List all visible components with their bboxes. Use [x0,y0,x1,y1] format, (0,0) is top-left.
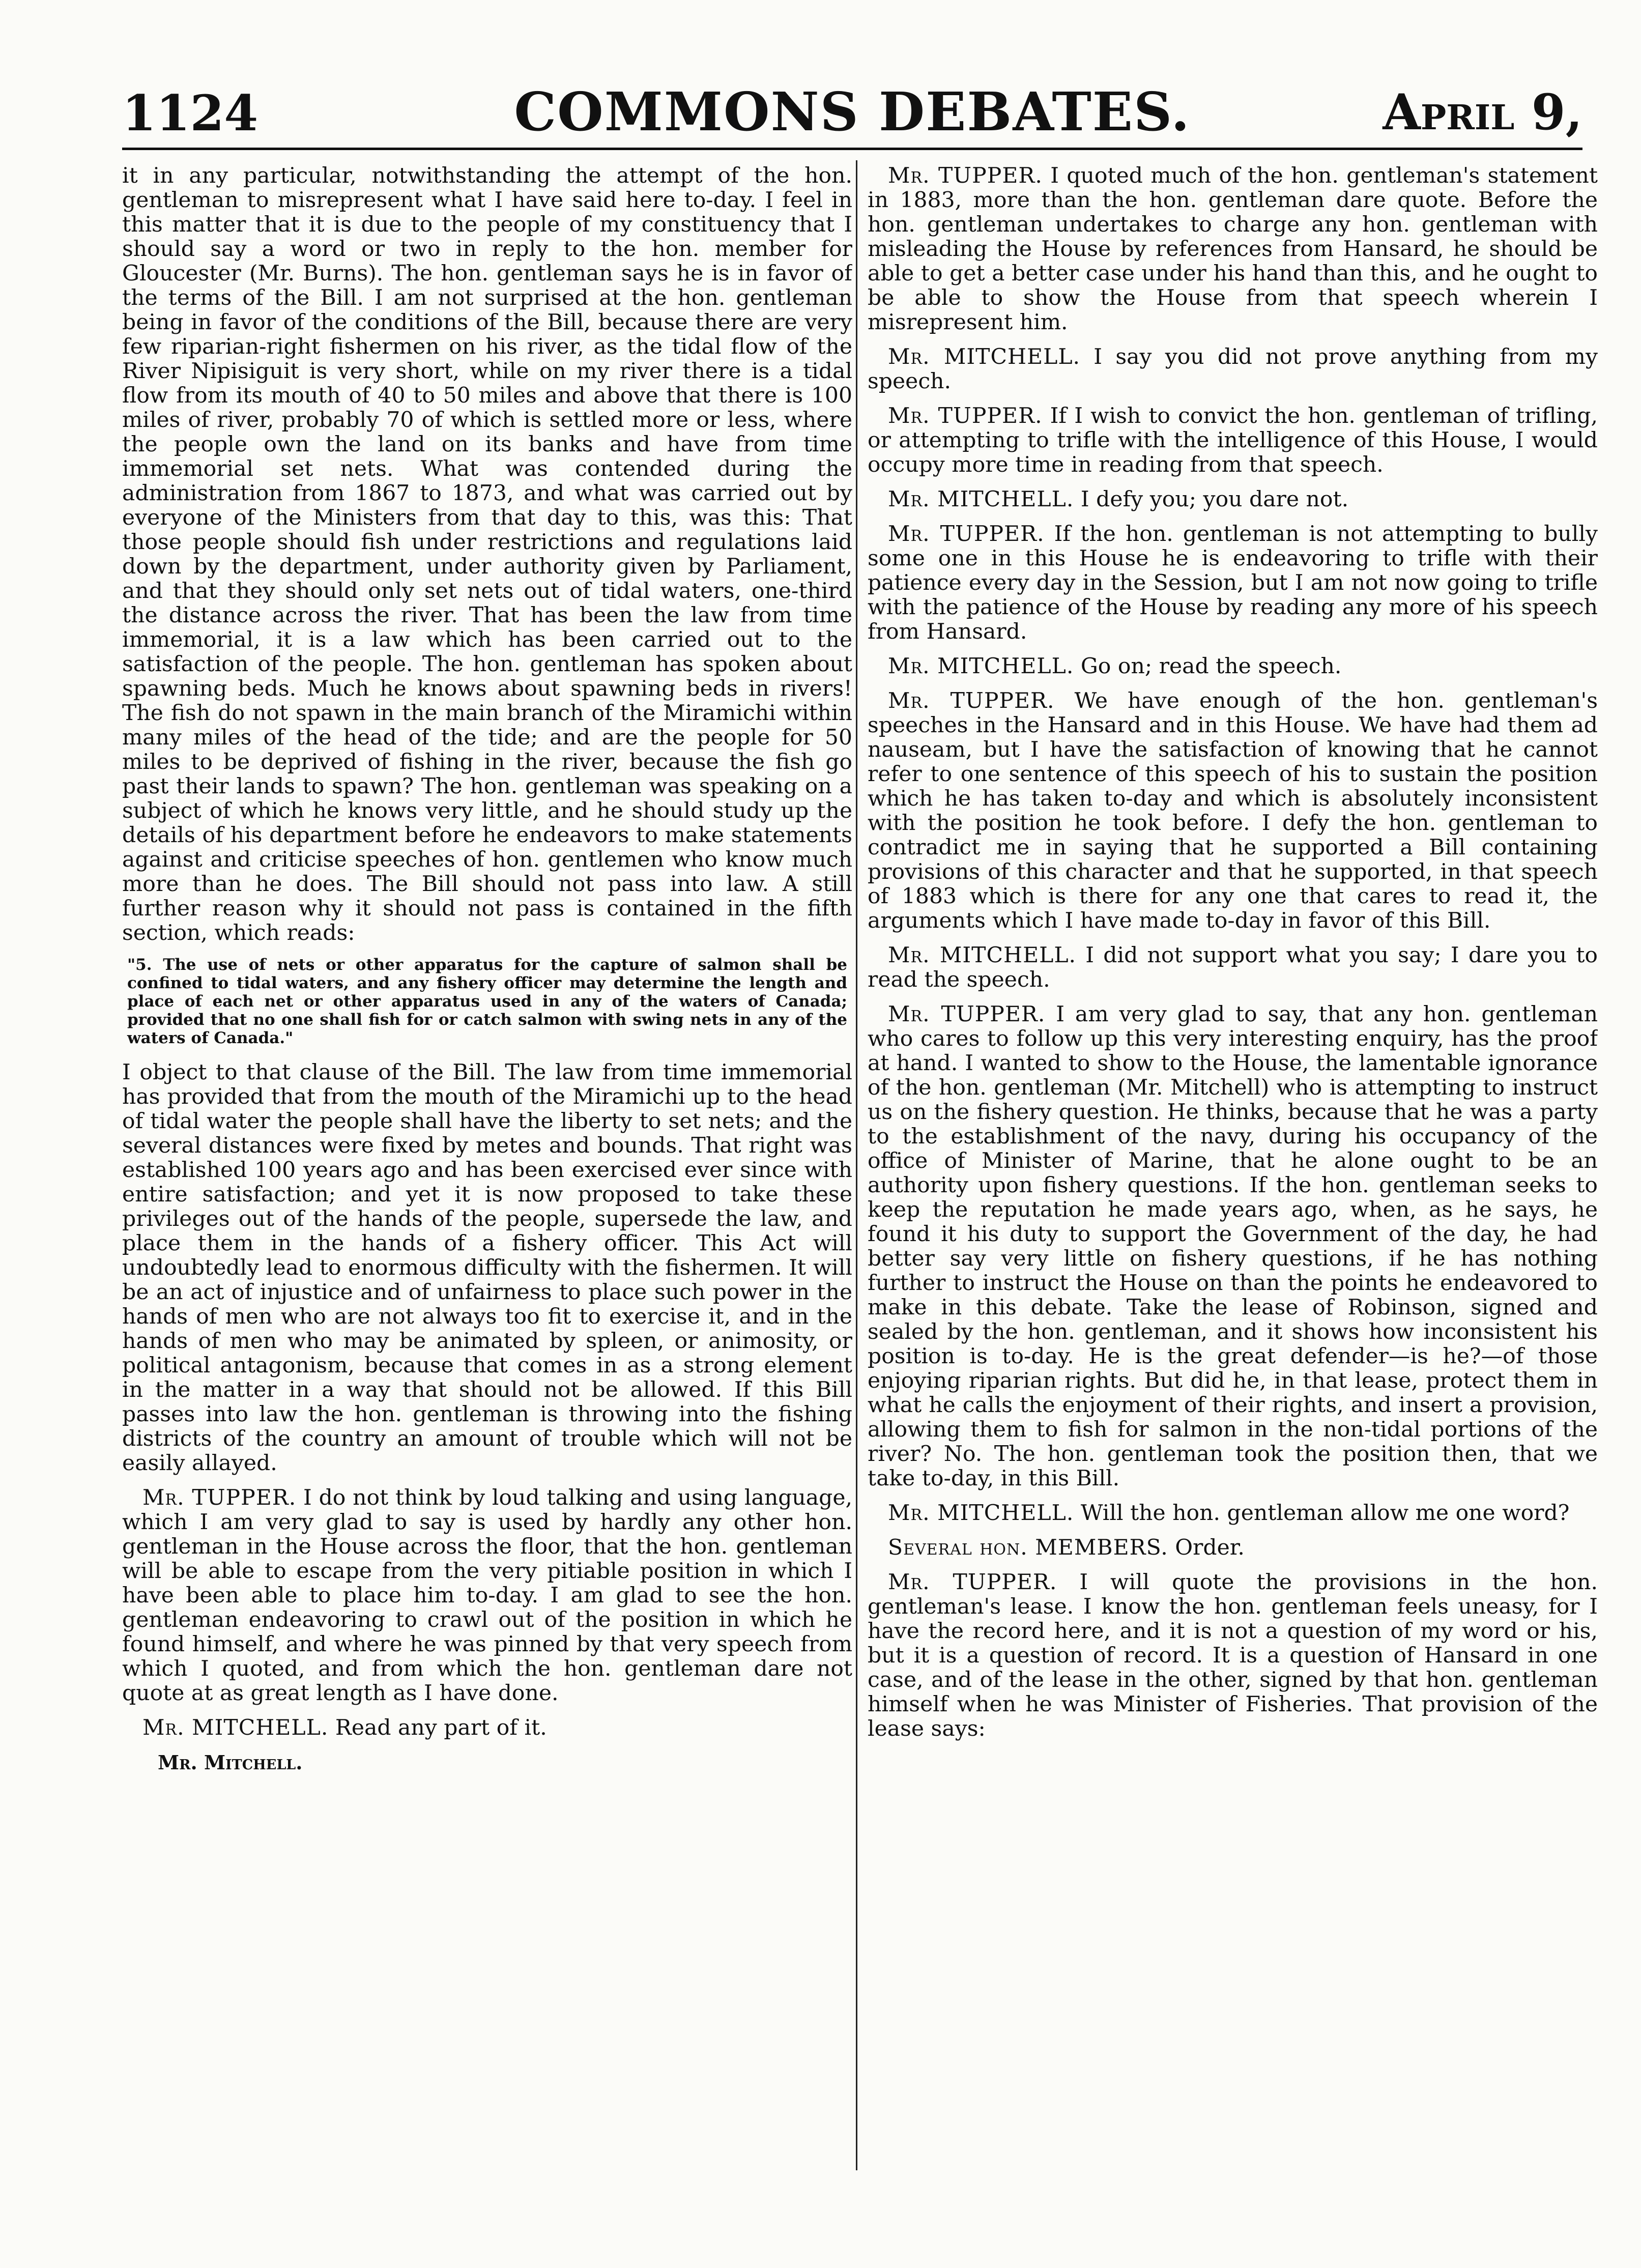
speaker-name: Mr. TUPPER. [888,164,1043,188]
speaker-name: Mr. TUPPER. [888,1002,1046,1027]
paragraph [868,1002,1598,1491]
speaker-name: Mr. TUPPER. [888,404,1043,428]
page-number: 1124 [122,84,258,142]
paragraph: I object to that clause of the Bill. The law from time immemorial has provided that from the mouth of the Miramichi up to the head of tidal water the people shall have the liberty to set nets; and the several distances were fixed by metes and bounds. That right was established 100 years ago and has been exercised ever since with entire satisfaction; and yet it is now proposed to take these privileges out of the hands of the people, supersede the law, and place them in the hands of a fishery officer. This Act will undoubtedly lead to enormous difficulty with the fishermen. It will be an act of injustice and of unfairness to place such power in the hands of men who are not always too fit to exercise it, and in the hands of men who may be animated by spleen, or animosity, or political antagonism, because that comes in as a strong element in the matter in a way that should not be allowed. If this Bill passes into law the hon. gentleman is throwing into the fishing districts of the country an amount of trouble which will not be easily allayed. [122,1060,852,1476]
paragraph [868,522,1598,644]
paragraph [868,345,1598,394]
paragraph: it in any particular, notwithstanding the attempt of the hon. gentleman to misrepresent what I have said here to-day. I feel in this matter that it is due to the people of my constituency that I should say a word or two in reply to the hon. member for Gloucester (Mr. Burns). The hon. gentleman says he is in favor of the terms of the Bill. I am not surprised at the hon. gentleman being in favor of the conditions of the Bill, because there are very few riparian-right fishermen on his river, as the tidal flow of the River Nipisiguit is very short, while on my river there is a tidal flow from its mouth of 40 to 50 miles and above that there is 100 miles of river, probably 70 of which is settled more or less, where the people own the land on its banks and have from time immemorial set nets. What was contended during the administration from 1867 to 1873, and what was carried out by everyone of the Ministers from that day to this, was this: That those people should fish under restrictions and regulations laid down by the department, under authority given by Parliament, and that they should only set nets out of tidal waters, one-third the distance across the river. That has been the law from time immemorial, it is a law which has been carried out to the satisfaction of the people. The hon. gentleman has spoken about spawning beds. Much he knows about spawning beds in rivers! The fish do not spawn in the main branch of the Miramichi within many miles of the head of the tide; and are the people for 50 miles to be deprived of fishing in the river, because the fish go past their lands to spawn? The hon. gentleman was speaking on a subject of which he knows very little, and he should study up the details of his department before he endeavors to make statements against and criticise speeches of hon. gentlemen who know much more than he does. The Bill should not pass into law. A still further reason why it should not pass is contained in the fifth section, which reads: [122,164,852,945]
paragraph [868,487,1598,512]
speech-text: Go on; read the speech. [1074,654,1342,679]
page-date: April 9, [1383,83,1582,141]
speaker-name: Mr. MITCHELL. [888,1501,1074,1526]
speaker-name: Mr. MITCHELL. [888,487,1074,512]
speech-text: Read any part of it. [328,1715,547,1740]
column-divider [856,160,857,2170]
speech-text: Order. [1168,1535,1245,1560]
left-column [122,164,852,2164]
paragraph [868,943,1598,992]
speaker-name: Mr. MITCHELL. [888,943,1077,968]
paragraph [868,404,1598,477]
paragraph [868,689,1598,933]
paragraph [868,1536,1598,1560]
speaker-name: Mr. TUPPER. [888,522,1045,547]
speaker-name: Mr. TUPPER. [888,688,1055,713]
speech-text: I will quote the provisions in the hon. gentleman's lease. I know the hon. gentleman feels uneasy, for I have the record here, and it is not a question of my word or his, but it is a question of record. It is a question of Hansard in one case, and of the lease in the other, signed by that hon. gentleman himself when he was Minister of Fisheries. That provision of the lease says: [868,1570,1598,1741]
paragraph [868,164,1598,335]
page-header [122,76,1582,150]
speech-text: I quoted much of the hon. gentleman's statement in 1883, more than the hon. gentleman dare quote. Before the hon. gentleman undertakes to charge any hon. gentleman with misleading the House by references from Hansard, he should be able to get a better case under his hand than this, and he ought to be able to show the House from that speech wherein I misrepresent him. [868,164,1598,335]
paragraph [868,1501,1598,1526]
speech-text: Will the hon. gentleman allow me one word? [1074,1501,1570,1526]
speaker-name: Mr. MITCHELL. [142,1715,329,1740]
speech-text: I defy you; you dare not. [1074,487,1349,512]
right-column [868,164,1598,2164]
paragraph [868,1570,1598,1741]
page-title: COMMONS DEBATES. [514,80,1191,143]
speaker-name: Mr. TUPPER. [888,1570,1057,1595]
speech-text: I do not think by loud talking and using language, which I am very glad to say is used by hardly any other hon. gentleman in the House across the floor, that the hon. gentleman will be able to escape from the very pitiable position in which I have been able to place him to-day. I am glad to see the hon. gentleman endeavoring to crawl out of the position in which he found himself, and where he was pinned by that very speech from which I quoted, and from which the hon. gentleman dare not quote at as great length as I have done. [122,1485,852,1706]
speech-text: I did not support what you say; I dare you to read the speech. [868,943,1598,992]
bill-section-quote: "5. The use of nets or other apparatus for the capture of salmon shall be confined to tidal waters, and any fishery officer may determine the length and place of each net or other apparatus used in any of the waters of Canada; provided that no one shall fish for or catch salmon with swing nets in any of the waters of Canada." [127,956,847,1047]
paragraph [122,1716,852,1740]
paragraph [868,654,1598,679]
speaker-name: Mr. MITCHELL. [888,654,1074,679]
speech-text: We have enough of the hon. gentleman's speeches in the Hansard and in this House. We have had them ad nauseam, but I have the satisfaction of knowing that he cannot refer to one sentence of this speech of his to sustain the position which he has taken to-day and which is absolutely inconsistent with the position he took before. I defy the hon. gentleman to contradict me in saying that he supported a Bill containing provisions of this character and that he supported, in that speech of 1883 which is there for any one that cares to read it, the arguments which I have made to-day in favor of this Bill. [868,688,1598,933]
speech-text: If the hon. gentleman is not attempting to bully some one in this House he is endeavoring to trifle with their patience every day in the Session, but I am not now going to trifle with the patience of the House by reading any more of his speech from Hansard. [868,522,1598,644]
paragraph [122,1486,852,1706]
speaker-name: Mr. TUPPER. [142,1485,297,1510]
speech-text: If I wish to convict the hon. gentleman of trifling, or attempting to trifle with the intelligence of this House, I would occupy more time in reading from that speech. [868,404,1598,477]
speech-text: I am very glad to say, that any hon. gentleman who cares to follow up this very interesting enquiry, has the proof at hand. I wanted to show to the House, the lamentable ignorance of the hon. gentleman (Mr. Mitchell) who is attempting to instruct us on the fishery question. He thinks, because that he was a party to the establishment of the navy, during his occupancy of the office of Minister of Marine, that he alone ought to be an authority upon fishery questions. If the hon. gentleman seeks to keep the reputation he made years ago, when, as he says, he found it his duty to support the Government of the day, he had better say very little on fishery questions, if he has nothing further to instruct the House on than the points he endeavored to make in this debate. Take the lease of Robinson, signed and sealed by the hon. gentleman, and it shows how inconsistent his position is to-day. He is the great defender—is he?—of those enjoying riparian rights. But did he, in that lease, protect them in what he calls the enjoyment of their rights, and insert a provision, allowing them to fish for salmon in the non-tidal portions of the river? No. The hon. gentleman took the position then, that we take to-day, in this Bill. [868,1002,1598,1491]
signature: Mr. Mitchell. [158,1751,303,1774]
speech-text: I say you did not prove anything from my speech. [868,344,1598,394]
speaker-name: Several hon. MEMBERS. [888,1535,1168,1560]
speaker-name: Mr. MITCHELL. [888,344,1081,369]
